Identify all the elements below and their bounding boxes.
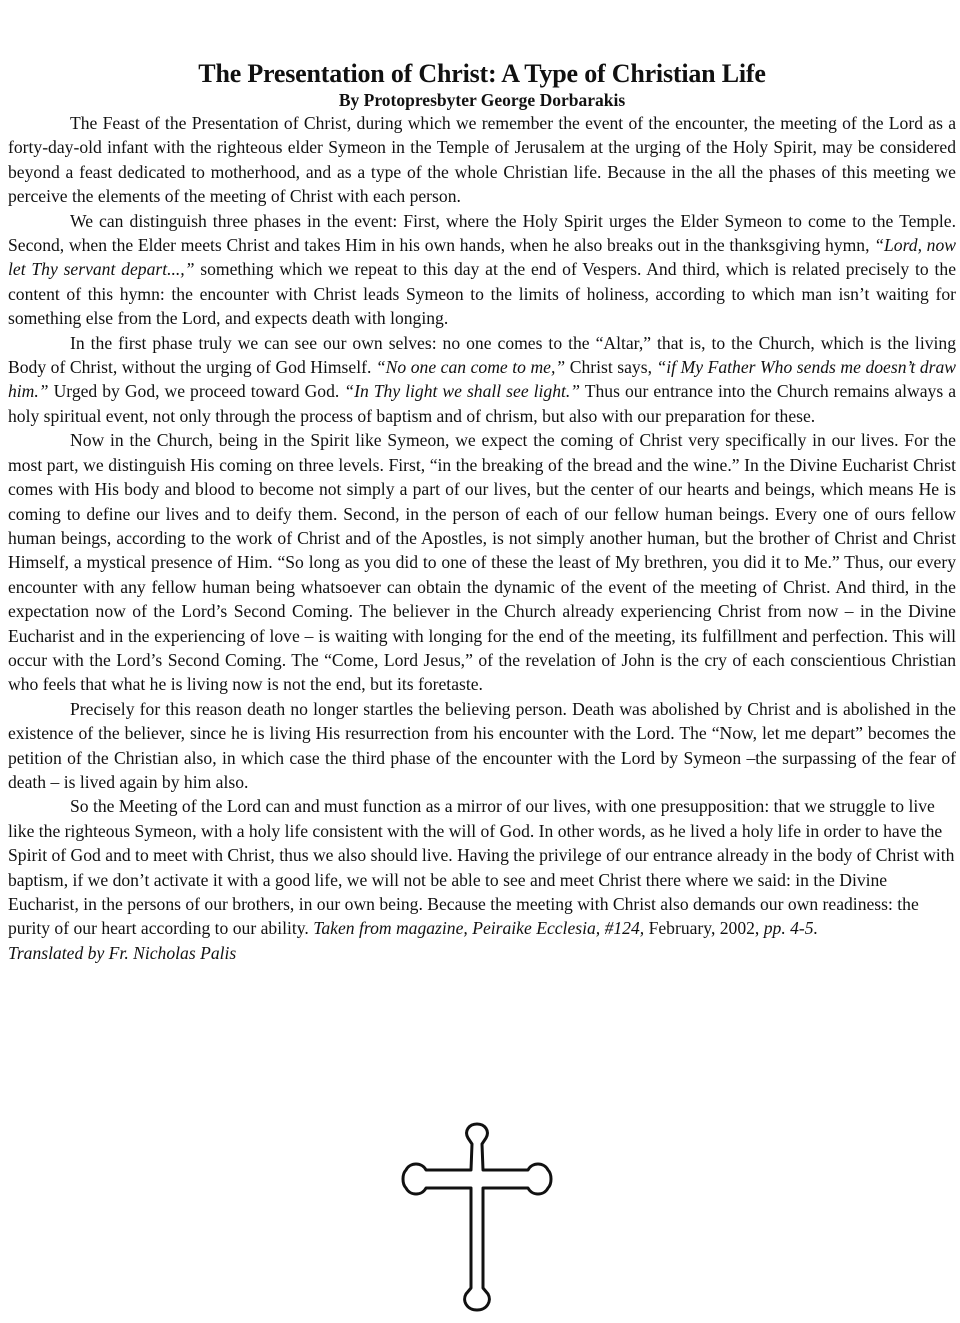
source-magazine: Taken from magazine, Peiraike Ecclesia, #124, (313, 918, 645, 939)
paragraph-5: Precisely for this reason death no longer startles the believing person. Death was abolished by Christ and is abolished in the existence of the believer, since he is living His resurrection from his encounter with the Lord. The “Now, let me depart” becomes the petition of the Christian also, in which case the third phase of the encounter with the Lord by Symeon –the surpassing of the fear of death – is lived again by him also. (8, 698, 956, 792)
source-date: February, 2002, (644, 918, 764, 939)
paragraph-4: Now in the Church, being in the Spirit like Symeon, we expect the coming of Christ very specifically in our lives. For the most part, we distinguish His coming on three levels. First, “in the breaking of the bread and the wine.” In the Divine Eucharist Christ comes with His body and blood to become not simply a part of our lives, but the center of our hearts and beings, which means He is coming to define our lives and to deify them. Second, in the person of each of our fellow human beings. Every one of ours fellow human beings, according to the work of Christ and of the Apostles, is not simply another human, but the brother of Christ and Christ Himself, a mystical presence of Him. “So long as you did to one of these the least of My brethren, you did it to Me.” Thus, our every encounter with any fellow human being whatsoever can obtain the dynamic of the event of the meeting of Christ. And third, in the expectation now of the Lord’s Second Coming. The believer in the Church already experiencing Christ from now – in the Divine Eucharist and in the experiencing of love – is waiting with longing for the end of the meeting, its fulfillment and perfection. This will occur with the Lord’s Second Coming. The “Come, Lord Jesus,” of the revelation of John is the cry of each conscientious Christian who feels that what he is living now is not the end, but its foretaste. (8, 430, 956, 695)
paragraph-6 (8, 794, 956, 965)
article (8, 58, 956, 965)
paragraph-6-text: So the Meeting of the Lord can and must function as a mirror of our lives, with one presupposition: that we struggle to live like the righteous Symeon, with a holy life consistent with the will of God. In other words, as he lived a holy life in order to have the Spirit of God and to meet with Christ, thus we also should live. Having the privilege of our entrance already in the body of Christ with baptism, if we don’t activate it with a good life, we will not be able to see and meet Christ there where we said: in the Divine Eucharist, in the persons of our brothers, in our own being. Because the meeting with Christ also demands our own readiness: the purity of our heart according to our ability. (8, 796, 955, 939)
article-byline: By Protopresbyter George Dorbarakis (338, 90, 626, 110)
translator-credit: Translated by Fr. Nicholas Palis (8, 942, 237, 963)
paragraph-3 (8, 331, 956, 429)
paragraph-1: The Feast of the Presentation of Christ, during which we remember the event of the encounter, the meeting of the Lord as a forty-day-old infant with the righteous elder Symeon in the Temple of Jerusalem at the urging of the Holy Spirit, may be considered beyond a feast dedicated to motherhood, and as a type of the whole Christian life. Because in the all the phases of this meeting we perceive the elements of the meeting of Christ with each person. (8, 113, 956, 207)
paragraph-2-text-b: something which we repeat to this day at the end of Vespers. And third, which is related precisely to the content of this hymn: the encounter with Christ leads Symeon to the limits of holiness, according to which man isn’t waiting for something else from the Lord, and expects death with longing. (8, 259, 957, 329)
paragraph-3-text-c: Urged by God, we proceed toward God. (48, 381, 345, 402)
hymn-quote: “Lord, now let Thy servant depart...,” (8, 235, 957, 280)
paragraph-2-text-a: We can distinguish three phases in the event: First, where the Holy Spirit urges the Elder Symeon to come to the Temple. Second, when the Elder meets Christ and takes Him in his own hands, when he also breaks out in the thanksgiving hymn, (8, 210, 956, 256)
paragraph-3-text-b: Christ says, (565, 357, 657, 378)
paragraph-3-text-d: Thus our entrance into the Church remains always a holy spiritual event, not only through the process of baptism and of chrism, but also with our preparation for these. (8, 381, 957, 426)
source-pages: pp. 4-5. (763, 918, 818, 939)
scripture-quote-1: “No one can come to me,” (375, 357, 566, 378)
article-title: The Presentation of Christ: A Type of Christian Life (198, 59, 766, 88)
scripture-quote-2: “if My Father Who sends me doesn’t draw him.” (8, 357, 957, 402)
cross-icon (392, 1118, 562, 1318)
scripture-quote-3: “In Thy light we shall see light.” (344, 381, 581, 402)
paragraph-3-text-a: In the first phase truly we can see our own selves: no one comes to the “Altar,” that is, to the Church, which is the living Body of Christ, without the urging of God Himself. (8, 332, 956, 378)
paragraph-2 (8, 209, 956, 331)
